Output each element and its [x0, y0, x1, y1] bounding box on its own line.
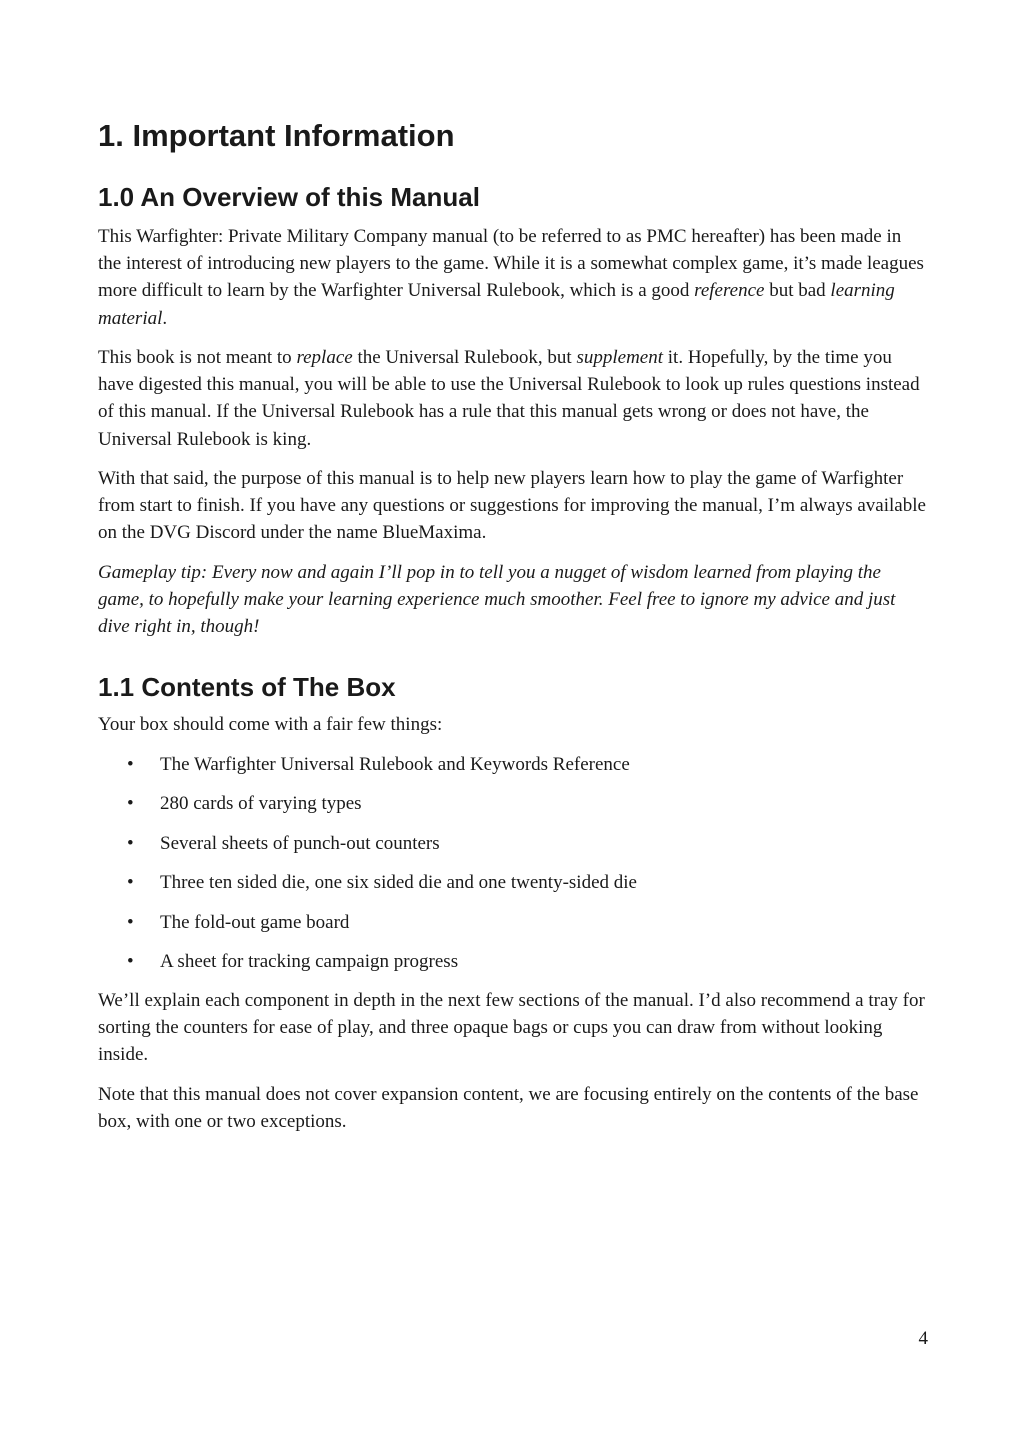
list-item [98, 751, 928, 790]
list-item-text: A sheet for tracking campaign progress [160, 950, 459, 972]
bullet-icon: • [127, 793, 134, 815]
bullet-icon: • [127, 911, 134, 933]
list-item [98, 948, 928, 987]
overview-p1-emphasis-learning: learning material [98, 280, 895, 329]
contents-paragraph-explain: We’ll explain each component in depth in the next few sections of the manual. I’d also recommend a tray for sorting the counters for ease of play, and three opaque bags or cups you can draw from without looking inside. [98, 990, 925, 1066]
overview-p2-emphasis-replace: replace [296, 347, 353, 368]
overview-p1-text-a: This Warfighter: Private Military Company manual (to be referred to as PMC hereafter) has been made in the interest of introducing new players to the game. While it is a somewhat complex game, it’s made leagues more difficult to learn by the Warfighter Universal Rulebook, which is a good [98, 226, 924, 302]
list-item-text: The Warfighter Universal Rulebook and Keywords Reference [160, 754, 630, 775]
gameplay-tip: Gameplay tip: Every now and again I’ll pop in to tell you a nugget of wisdom learned from playing the game, to hopefully make your learning experience much smoother. Feel free to ignore my advice and just dive right in, though! [98, 562, 896, 638]
bullet-icon: • [127, 754, 134, 775]
contents-paragraph-note: Note that this manual does not cover expansion content, we are focusing entirely on the contents of the base box, with one or two exceptions. [98, 1084, 919, 1133]
contents-intro: Your box should come with a fair few things: [98, 714, 443, 735]
overview-p1-emphasis-reference: reference [694, 280, 765, 302]
overview-p2-emphasis-supplement: supplement [576, 347, 664, 368]
list-item [98, 909, 928, 948]
overview-p2-text-a: This book is not meant to [98, 347, 297, 368]
list-item-text: Several sheets of punch-out counters [160, 832, 440, 854]
list-item [98, 790, 928, 829]
section-heading-overview: 1.0 An Overview of this Manual [98, 182, 480, 212]
overview-p2-text-c: it. Hopefully, by the time you have digested this manual, you will be able to use the Universal Rulebook to look up rules questions instead of this manual. If the Universal Rulebook has a rule that this manual gets wrong or does not have, the Universal Rulebook is king. [98, 347, 920, 450]
list-item-text: Three ten sided die, one six sided die and one twenty-sided die [160, 872, 637, 894]
overview-p2-text-b: the Universal Rulebook, but [352, 347, 577, 368]
bullet-icon: • [127, 832, 134, 854]
overview-p1-text-c: . [162, 307, 168, 329]
bullet-icon: • [127, 872, 134, 894]
overview-paragraph-3: With that said, the purpose of this manual is to help new players learn how to play the game of Warfighter from start to finish. If you have any questions or suggestions for improving the manual, I’m always available on the DVG Discord under the name BlueMaxima. [98, 468, 926, 544]
chapter-heading: 1. Important Information [98, 118, 455, 153]
overview-paragraph-1 [98, 223, 928, 332]
section-heading-contents: 1.1 Contents of The Box [98, 672, 396, 702]
list-item [98, 830, 928, 869]
list-item [98, 869, 928, 908]
overview-p1-text-b: but bad [764, 280, 831, 302]
page-number: 4 [918, 1328, 928, 1349]
list-item-text: The fold-out game board [160, 911, 350, 933]
list-item-text: 280 cards of varying types [160, 793, 362, 815]
contents-list [98, 751, 928, 987]
bullet-icon: • [127, 950, 134, 972]
overview-paragraph-2 [98, 344, 928, 453]
